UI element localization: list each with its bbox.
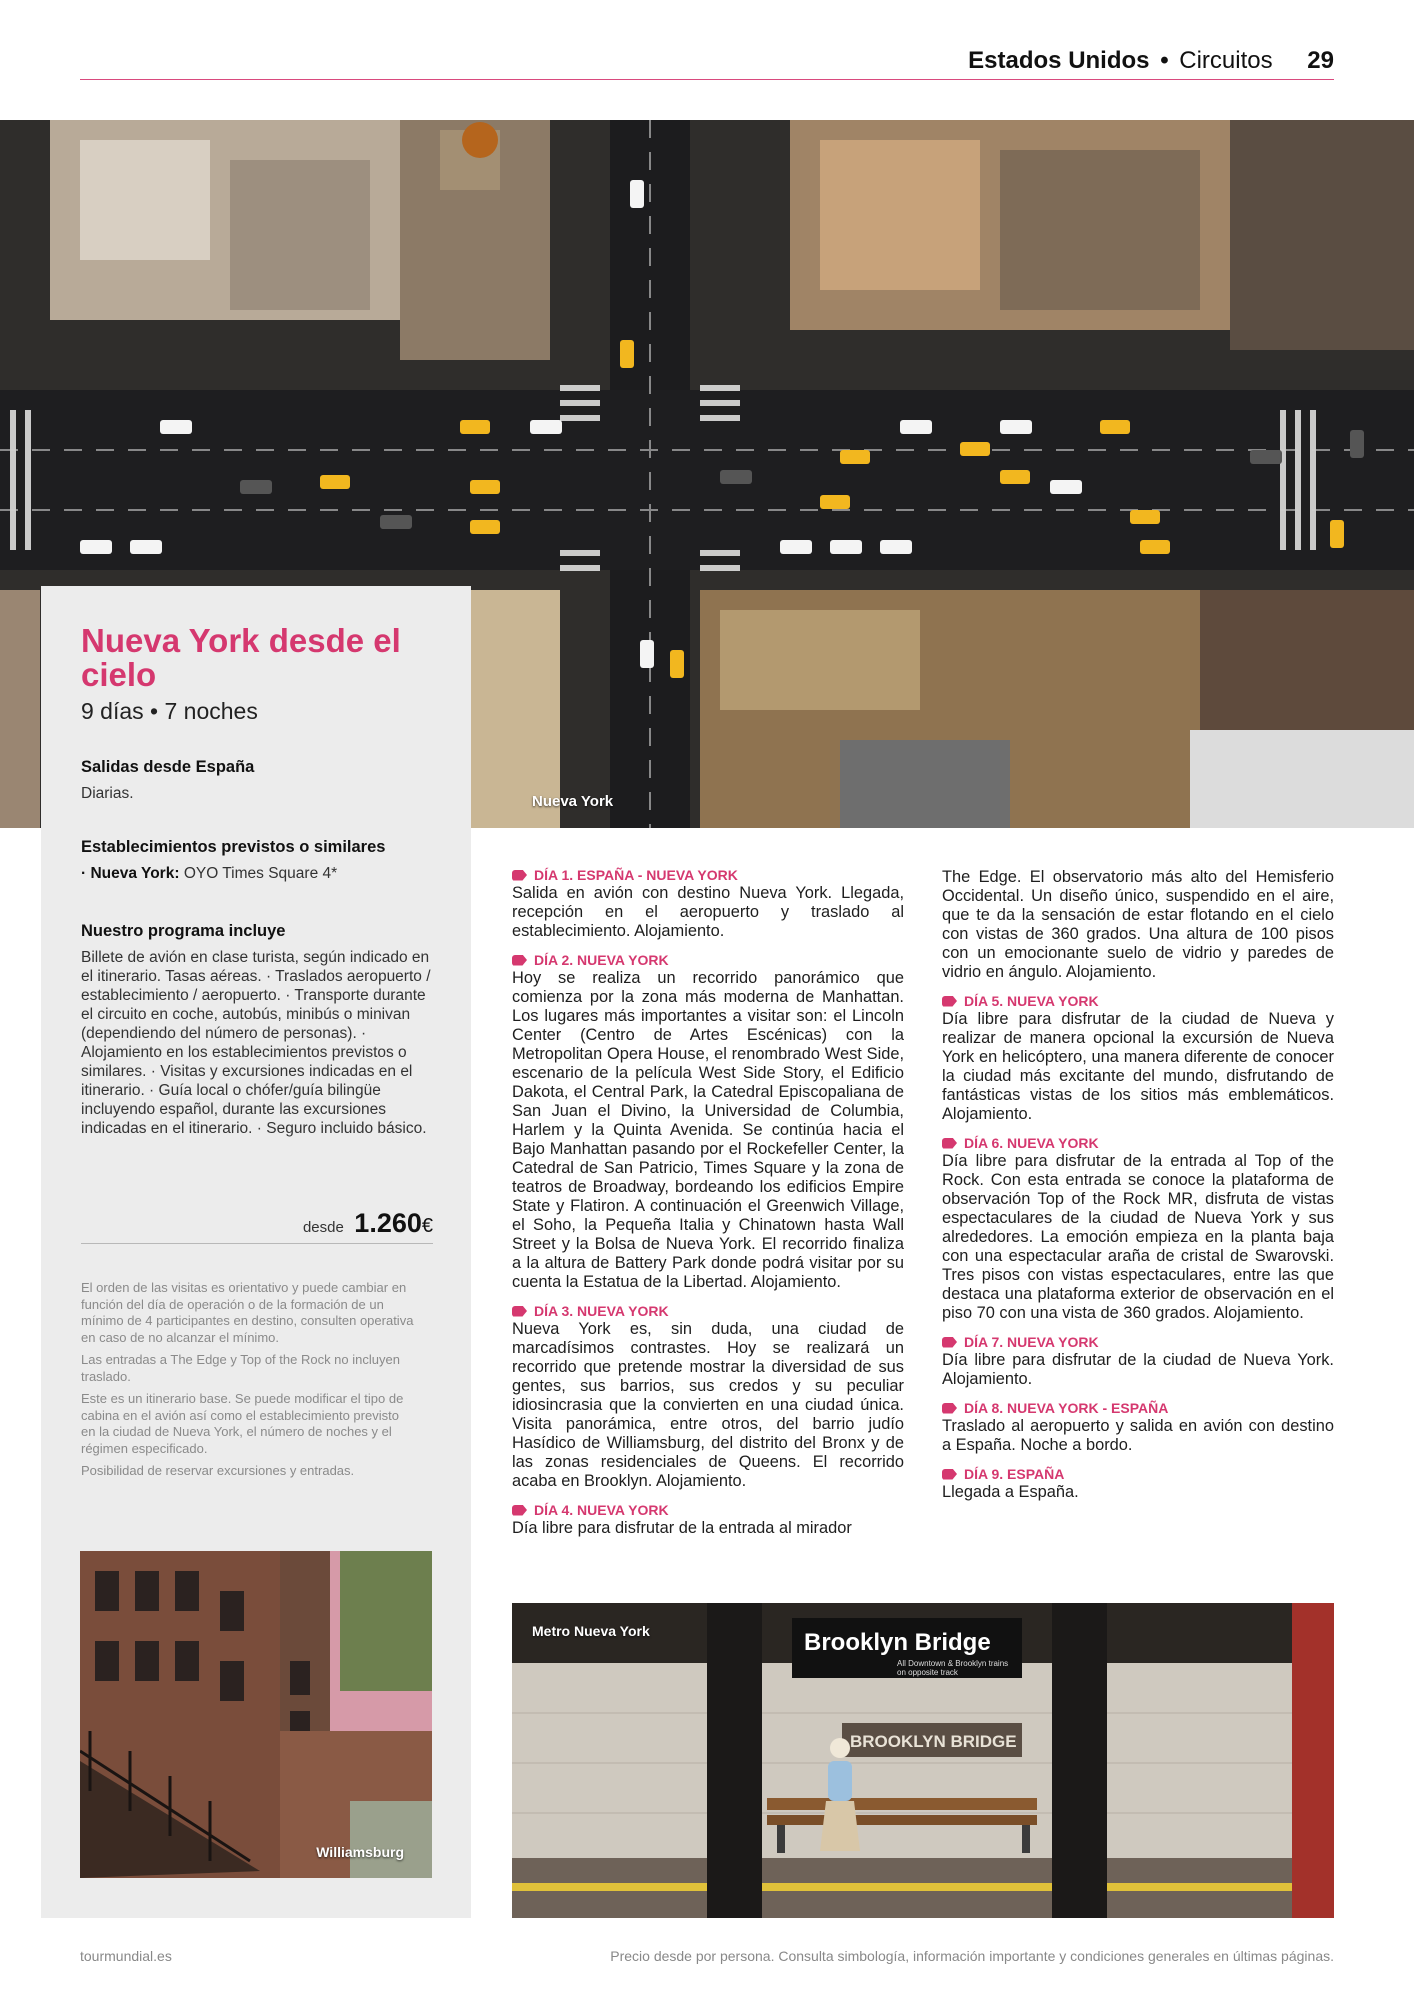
flag-bullet-icon [942, 1138, 957, 1149]
page-header [80, 46, 1334, 80]
subway-station-illustration [512, 1603, 1334, 1918]
flag-bullet-icon [942, 1337, 957, 1348]
day-text: Día libre para disfrutar de la entrada al mirador [512, 1519, 852, 1537]
day-heading [512, 866, 904, 884]
metro-sign-text: Brooklyn Bridge [804, 1629, 991, 1656]
itinerary-day [512, 951, 904, 1292]
metro-sign-sub1: All Downtown & Brooklyn trains [897, 1659, 1009, 1668]
day-text: Traslado al aeropuerto y salida en avión con destino a España. Noche a bordo. [942, 1417, 1334, 1454]
departures-heading: Salidas desde España [81, 758, 255, 776]
day-heading [942, 1333, 1334, 1351]
day-text: Llegada a España. [942, 1483, 1079, 1501]
tour-title: Nueva York desde el cielo [81, 622, 401, 693]
day-title: DÍA 6. NUEVA YORK [964, 1135, 1099, 1151]
itinerary-day [942, 1465, 1334, 1502]
footer-disclaimer: Precio desde por persona. Consulta simbología, información importante y condiciones generales en últimas páginas. [610, 1948, 1334, 1964]
day-heading [942, 1134, 1334, 1152]
day-text: Día libre para disfrutar de la ciudad de Nueva y realizar de manera opcional la excursión de Nueva York en helicóptero, una manera diferente de conocer la ciudad más excitante del mundo, disfrutando de fantásticas vistas de los sitios más emblemáticos. Alojamiento. [942, 1010, 1334, 1123]
day-title: DÍA 9. ESPAÑA [964, 1466, 1065, 1482]
day-text: Salida en avión con destino Nueva York. Llegada, recepción en el aeropuerto y traslado al establecimiento. Alojamiento. [512, 884, 904, 940]
flag-bullet-icon [942, 996, 957, 1007]
note-item: Este es un itinerario base. Se puede modificar el tipo de cabina en el avión así como el establecimiento previsto en la ciudad de Nueva York, el número de noches y el régimen especificado. [81, 1391, 404, 1456]
tour-summary-sidebar [41, 586, 471, 1918]
includes-heading: Nuestro programa incluye [81, 922, 286, 940]
header-title [968, 46, 1334, 76]
flag-bullet-icon [942, 1403, 957, 1414]
day-text: Día libre para disfrutar de la ciudad de Nueva York. Alojamiento. [942, 1351, 1334, 1388]
day-text: Nueva York es, sin duda, una ciudad de marcadísimos contrastes. Hoy se realizará un recorrido que pretende mostrar la diversidad de sus gentes, sus barrios, sus credos y su peculiar idiosincrasia que la convierten en una ciudad única. Visita panorámica, entre otros, del barrio judío Hasídico de Williamsburg, del distrito del Bronx y de las zonas residenciales de Queens. El recorrido acaba en Brooklyn. Alojamiento. [512, 1320, 904, 1490]
flag-bullet-icon [942, 1469, 957, 1480]
footer-website: tourmundial.es [80, 1948, 172, 1964]
day-title: DÍA 5. NUEVA YORK [964, 993, 1099, 1009]
day-text: Día libre para disfrutar de la entrada al Top of the Rock. Con esta entrada se conoce la plataforma de observación Top of the Rock MR, disfruta de vistas espectaculares de la ciudad de Nueva York y sus alrededores. La emoción empieza en la planta baja con una espectacular araña de cristal de Swarovski. Tres pisos con vistas espectaculares, entre las que destaca una plataforma exterior de observación en el piso 70 con una vista de 360 grados. Alojamiento. [942, 1152, 1334, 1322]
flag-bullet-icon [512, 870, 527, 881]
brownstone-illustration [80, 1551, 432, 1878]
itinerary-day [512, 1302, 904, 1491]
day-title: DÍA 3. NUEVA YORK [534, 1303, 669, 1319]
day-heading [942, 1399, 1334, 1417]
day-title: DÍA 2. NUEVA YORK [534, 952, 669, 968]
price-value: 1.260 [354, 1208, 422, 1238]
header-separator: • [1160, 47, 1169, 74]
flag-bullet-icon [512, 1505, 527, 1516]
tour-notes [81, 1280, 416, 1486]
departures-text: Diarias. [81, 785, 134, 802]
day-title: DÍA 7. NUEVA YORK [964, 1334, 1099, 1350]
metro-caption: Metro Nueva York [532, 1623, 650, 1639]
day-4-continued-text: The Edge. El observatorio más alto del Hemisferio Occidental. Un diseño único, suspendido en el aire, que te da la sensación de estar flotando en el cielo con vistas de 360 grados. Una altura de 100 pisos con un emocionante suelo de vidrio y paredes de vidrio en ángulo. Alojamiento. [942, 868, 1334, 981]
includes-text: Billete de avión en clase turista, según indicado en el itinerario. Tasas aéreas. · Traslados aeropuerto / establecimiento / aeropuerto. · Transporte durante el circuito en coche, autobús, minibús o minivan (dependiendo del número de personas). · Alojamiento en los establecimientos previstos o similares. · Visitas y excursiones indicadas en el itinerario. · Guía local o chófer/guía bilingüe incluyendo español, durante las excursiones indicadas en el itinerario. · Seguro incluido básico. [81, 949, 431, 1137]
metro-sign-sub2: on opposite track [897, 1668, 958, 1677]
hero-caption: Nueva York [532, 793, 614, 810]
flag-bullet-icon [512, 955, 527, 966]
itinerary-day [942, 1333, 1334, 1389]
metro-photo [512, 1603, 1334, 1918]
williamsburg-photo [80, 1551, 432, 1878]
day-heading [512, 1501, 904, 1519]
itinerary-column-1 [512, 866, 904, 1548]
hotel-name: OYO Times Square 4* [183, 865, 338, 882]
day-heading [512, 1302, 904, 1320]
note-item: Las entradas a The Edge y Top of the Rock no incluyen traslado. [81, 1352, 400, 1384]
day-title: DÍA 4. NUEVA YORK [534, 1502, 669, 1518]
price-row [81, 1208, 433, 1244]
note-item: Posibilidad de reservar excursiones y entradas. [81, 1463, 355, 1478]
day-text: Hoy se realiza un recorrido panorámico que comienza por la zona más moderna de Manhattan. Los lugares más importantes a visitar son: el Lincoln Center (Centro de Artes Escénicas) con la Metropolitan Opera House, el renombrado West Side, escenario de la película West Side Story, el Edificio Dakota, el Central Park, la Catedral Episcopaliana de San Juan el Divino, la Universidad de Columbia, Harlem y la Quinta Avenida. Se continúa hacia el Bajo Manhattan pasando por el Rockefeller Center, la Catedral de San Patricio, Times Square y la zona de teatros de Broadway, bordeando los edificios Empire State y Flatiron. A continuación el Greenwich Village, el Soho, la Pequeña Italia y Chinatown hasta Wall Street y la Bolsa de Nueva York. El recorrido finaliza a la altura de Battery Park donde podrá visitar por su cuenta la Estatua de la Libertad. Alojamiento. [512, 969, 904, 1291]
price-prefix: desde [302, 1219, 344, 1236]
header-country: Estados Unidos [968, 47, 1150, 74]
itinerary-day [512, 1501, 904, 1538]
header-section: Circuitos [1179, 47, 1273, 74]
page-number: 29 [1307, 47, 1334, 74]
itinerary-day [942, 992, 1334, 1124]
note-item: El orden de las visitas es orientativo y puede cambiar en función del día de operación o de la formación de un mínimo de 4 participantes en destino, consulten operativa en caso de no alcanzar el mínimo. [81, 1280, 414, 1345]
metro-wall-sign: BROOKLYN BRIDGE [850, 1732, 1017, 1751]
price-currency: € [421, 1215, 433, 1237]
hotels-heading: Establecimientos previstos o similares [81, 838, 386, 856]
williamsburg-caption: Williamsburg [316, 1844, 404, 1860]
day-heading [942, 1465, 1334, 1483]
itinerary-column-2 [942, 868, 1334, 1512]
hotel-city: · Nueva York: [81, 865, 180, 882]
tour-duration: 9 días • 7 noches [81, 698, 258, 724]
itinerary-day [942, 1399, 1334, 1455]
day-title: DÍA 1. ESPAÑA - NUEVA YORK [534, 867, 738, 883]
itinerary-day [512, 866, 904, 941]
itinerary-day [942, 1134, 1334, 1323]
hotels-list-item [81, 864, 433, 883]
flag-bullet-icon [512, 1306, 527, 1317]
day-heading [942, 992, 1334, 1010]
day-heading [512, 951, 904, 969]
day-title: DÍA 8. NUEVA YORK - ESPAÑA [964, 1400, 1169, 1416]
